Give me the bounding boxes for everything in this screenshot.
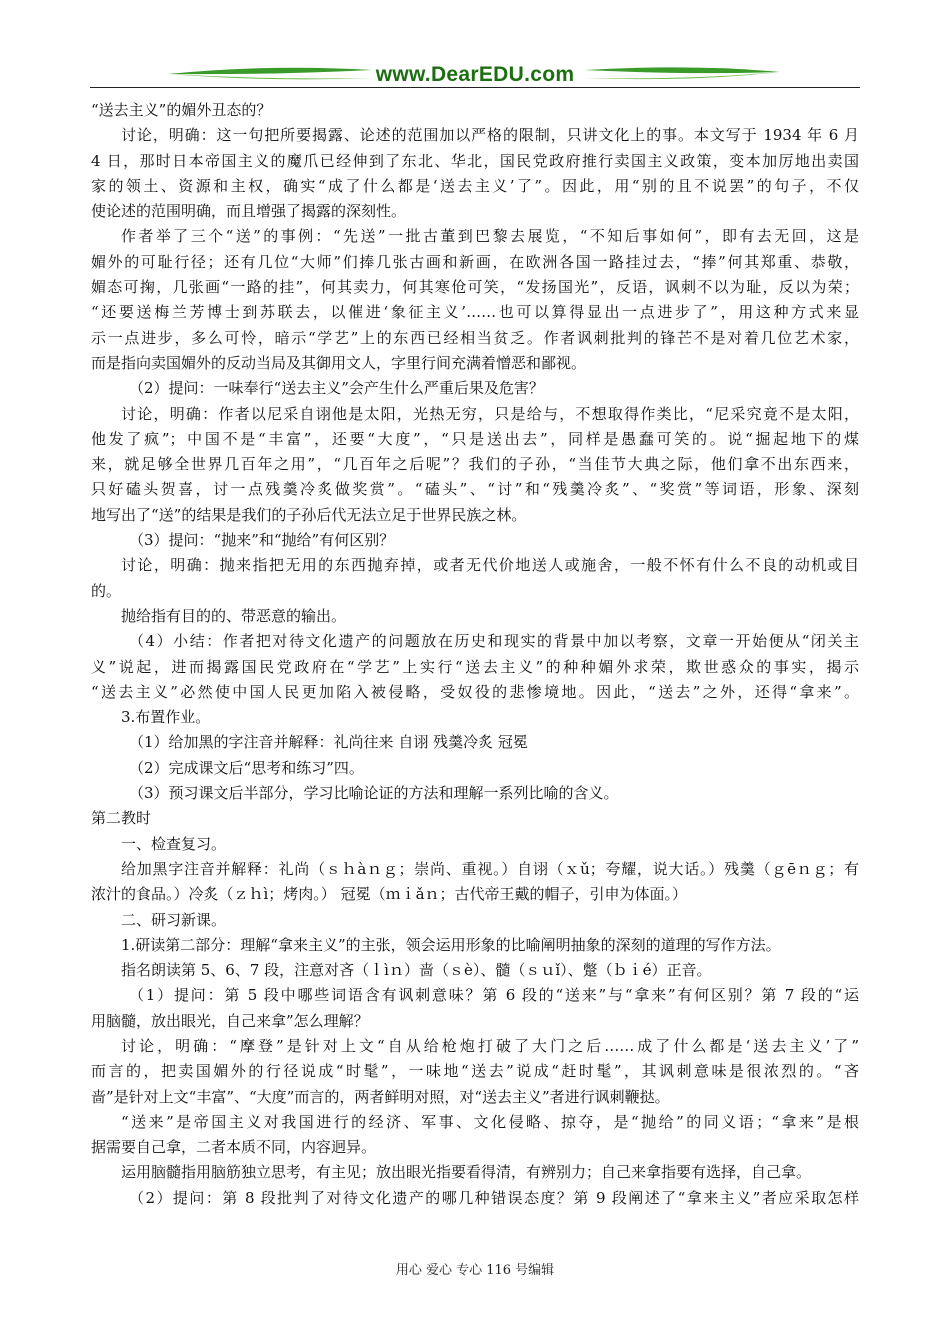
text-line: （2）提问：第 8 段批判了对待文化遗产的哪几种错误态度？第 9 段阐述了“拿来主义”者应采取怎样 — [129, 1188, 859, 1207]
site-logo[interactable]: www.DearEDU.com — [375, 63, 575, 86]
text-line: 据需要自己拿，二者本质不同，内容迥异。 — [91, 1138, 377, 1157]
text-line: 4 日，那时日本帝国主义的魔爪已经伸到了东北、华北，国民党政府推行卖国主义政策，变本加厉地出卖国 — [91, 151, 859, 170]
text-line: 给加黑字注音并解释：礼尚（ｓｈàｎｇ；崇尚、重视。）自诩（ｘǔ；夸耀，说大话。）残羹（ｇēｎｇ；有 — [121, 859, 859, 878]
text-line: 家的领土、资源和主权，确实“成了什么都是‘送去主义’了”。因此，用“别的且不说罢”的句子，不仅 — [91, 176, 859, 195]
text-line: 啬”是针对上文“丰富”、“大度”而言的，两者鲜明对照，对“送去主义”者进行讽刺鞭挞。 — [91, 1087, 670, 1106]
page-footer: 用心 爱心 专心 116 号编辑 — [395, 1263, 555, 1278]
header-rule — [90, 87, 860, 88]
text-line: 运用脑髓指用脑筋独立思考，有主见；放出眼光指要看得清，有辨别力；自己来拿指要有选择，自己拿。 — [121, 1163, 812, 1182]
text-line: 作者举了三个“送”的事例：“先送”一批古董到巴黎去展览，“不知后事如何”，即有去无回，这是 — [121, 227, 859, 246]
text-line: 媚外的可耻行径；还有几位“大师”们捧几张古画和新画，在欧洲各国一路挂过去，“捧”何其郑重、恭敬， — [91, 252, 859, 271]
text-line: 抛给指有目的的、带恶意的输出。 — [121, 606, 347, 625]
text-line: 义”说起，进而揭露国民党政府在“学艺”上实行“送去主义”的种种媚外求荣，欺世惑众的事实，揭示 — [91, 657, 859, 676]
text-line: 讨论，明确：作者以尼采自诩他是太阳，光热无穷，只是给与，不想取得作类比，“尼采究竟不是太阳， — [121, 404, 859, 423]
text-line: （4）小结：作者把对待文化遗产的问题放在历史和现实的背景中加以考察，文章一开始便从“闭关主 — [129, 632, 859, 651]
text-line: 一、检查复习。 — [121, 834, 227, 853]
text-line: （1）给加黑的字注音并解释：礼尚往来 自诩 残羹冷炙 冠冕 — [129, 733, 528, 752]
text-line: 示一点进步，多么可怜，暗示“学艺”上的东西已经相当贫乏。作者讽刺批判的锋芒不是对着几位艺术家， — [91, 328, 859, 347]
text-line: 讨论，明确：“摩登”是针对上文“自从给枪炮打破了大门之后……成了什么都是‘送去主义’了” — [121, 1036, 859, 1055]
text-line: 3.布置作业。 — [121, 708, 211, 727]
text-line: 1.研读第二部分：理解“拿来主义”的主张，领会运用形象的比喻阐明抽象的深刻的道理的写作方法。 — [121, 935, 781, 954]
text-line: 而言的，把卖国媚外的行径说成“时髦”，一味地“送去”说成“赶时髦”，其讽刺意味是很浓烈的。“吝 — [91, 1062, 859, 1081]
text-line: 的。 — [91, 581, 122, 600]
text-line: 只好磕头贺喜，讨一点残羹冷炙做奖赏”。“磕头”、“讨”和“残羹冷炙”、“奖赏”等词语，形象、深刻 — [91, 480, 859, 499]
text-line: “送去主义”的媚外丑态的？ — [91, 101, 272, 119]
section-title: 第二教时 — [91, 809, 152, 828]
text-line: （2）完成课文后“思考和练习”四。 — [129, 758, 364, 777]
page-header — [90, 60, 860, 90]
text-line: 指名朗读第 5、6、7 段，注意对吝（ｌìｎ）啬（ｓè）、髓（ｓｕǐ）、蹩（ｂｉé）正音。 — [121, 961, 712, 980]
text-line: 而是指向卖国媚外的反动当局及其御用文人，字里行间充满着憎恶和鄙视。 — [91, 353, 587, 372]
text-line: 媚态可掬，几张画“一路的挂”，何其卖力，何其寒伧可笑，“发扬国光”，反语，讽刺不以为耻，反以为荣； — [91, 278, 859, 297]
text-line: （2）提问：一味奉行“送去主义”会产生什么严重后果及危害？ — [129, 379, 544, 398]
text-line: 地写出了“送”的结果是我们的子孙后代无法立足于世界民族之林。 — [91, 505, 527, 524]
text-line: （3）提问：“抛来”和“抛给”有何区别？ — [129, 531, 395, 550]
text-line: 二、研习新课。 — [121, 910, 227, 929]
text-line: 来，就足够全世界几百年之用”，“几百年之后呢”？我们的子孙，“当佳节大典之际，他们拿不出东西来， — [91, 455, 859, 474]
text-line: 浓汁的食品。）冷炙（ｚｈì；烤肉。） 冠冕（ｍｉǎｎ；古代帝王戴的帽子，引申为体面。） — [91, 885, 688, 904]
text-line: （3）预习课文后半部分，学习比喻论证的方法和理解一系列比喻的含义。 — [129, 784, 619, 803]
text-line: 讨论，明确：抛来指把无用的东西抛弃掉，或者无代价地送人或施舍，一般不怀有什么不良的动机或目 — [121, 556, 859, 575]
text-line: 使论述的范围明确，而且增强了揭露的深刻性。 — [91, 202, 407, 221]
text-line: （1）提问：第 5 段中哪些词语含有讽刺意味？第 6 段的“送来”与“拿来”有何区别？第 7 段的“运 — [129, 986, 859, 1005]
text-line: “送来”是帝国主义对我国进行的经济、军事、文化侵略、掠夺，是“抛给”的同义语；“拿来”是根 — [121, 1112, 859, 1131]
text-line: 讨论，明确：这一句把所要揭露、论述的范围加以严格的限制，只讲文化上的事。本文写于 1934 年 6 月 — [121, 126, 859, 145]
text-line: 用脑髓，放出眼光，自己来拿”怎么理解？ — [91, 1011, 369, 1030]
document-body — [91, 98, 859, 1211]
text-line: “送去主义”必然使中国人民更加陷入被侵略，受奴役的悲惨境地。因此，“送去”之外，还得“拿来”。 — [91, 682, 859, 701]
text-line: “还要送梅兰芳博士到苏联去，以催进‘象征主义’……也可以算得显出一点进步了”，用这种方式来显 — [91, 303, 859, 322]
text-line: 他发了疯”；中国不是“丰富”，还要“大度”，“只是送出去”，同样是愚蠢可笑的。说“掘起地下的煤 — [91, 429, 859, 448]
